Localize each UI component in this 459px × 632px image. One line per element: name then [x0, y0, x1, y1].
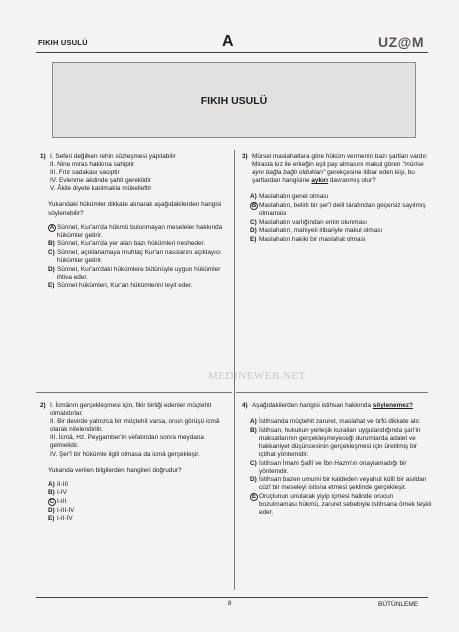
option-c[interactable]: C) Maslahatın varlığından emin olunması — [250, 218, 367, 226]
option-b[interactable]: B) I-IV — [48, 489, 67, 497]
title-box — [52, 62, 416, 138]
question-number: 2) — [40, 402, 46, 409]
option-letter-circled: E — [251, 493, 256, 500]
exam-session: BÜTÜNLEME — [378, 601, 419, 608]
page-number: 8 — [228, 601, 232, 607]
option-d[interactable]: D) İstihsan bazen umumi bir kaideden veyahut küllî bir asıldan cüzî bir meseleyi istisna etmesi şeklinde gerçekleşir. — [250, 476, 427, 492]
option-b[interactable]: B) İstihsan, hukukun yerleşik kuralları uygulandığında şari'in maksatlarının gerçekleşmeyeceği durumlarda adalet ve hakkaniyet düşüncesinin gerçekleşmesi için üretilmiş bir içtihat yöntemidir. — [250, 426, 421, 458]
option-d[interactable]: D) Maslahatın, mahiyeti itibariyle makul olması — [250, 227, 383, 235]
statement: II. Nine miras hakkına sahiptir — [50, 161, 135, 169]
booklet-type: A — [222, 33, 234, 50]
statement: IV. Şer'î bir hükümle ilgili olmasa da icmâ gerçekleşir. — [50, 450, 200, 458]
question-number: 4) — [242, 402, 248, 409]
watermark: MEDINEWEB.NET — [208, 370, 306, 382]
uzem-logo: UZ@M — [378, 34, 424, 50]
question-prompt: Yukarıda verilen bilgilerden hangileri doğrudur? — [48, 466, 182, 474]
row-divider-right — [236, 392, 428, 393]
statement: II. Bir devirde yalnızca bir müçtehit varsa, onun görüşü icmâ olarak nitelendirilir. — [50, 418, 220, 434]
option-letter-circled: A — [49, 224, 55, 231]
option-c[interactable]: C) Sünnet, açıklanamaya muhtaç Kur'an nasslarını açıklayıcı hükümler getirir. — [48, 248, 221, 265]
question-1 — [40, 153, 230, 291]
footer-divider — [36, 597, 428, 598]
option-a[interactable]: A) II-III — [48, 480, 69, 488]
option-e[interactable]: E) Maslahatın hakiki bir maslahat olması — [250, 235, 366, 243]
statement: V. Âkile diyete katılmakla mükelleftir — [50, 185, 152, 193]
question-stem: I. Seferi değilken rehin sözleşmesi yapılabilir — [50, 153, 176, 160]
header-divider — [36, 52, 428, 53]
option-e[interactable]: E) Sünnet hükümleri, Kur'an hükümlerini teyit eder. — [48, 282, 193, 290]
option-c[interactable]: C) İstihsan İmam Şafiî ve İbn Hazm'ın onaylamadığı bir yöntemdir. — [250, 459, 407, 475]
option-b[interactable]: B Maslahatın, belirli bir şer'î delil tarafından geçersiz sayılmış olmaması — [251, 201, 426, 218]
question-prompt: Yukarıdaki hükümler dikkate alınarak aşağıdakilerden hangisi söylenebilir? — [48, 201, 222, 217]
header-subject: FIKIH USULÜ — [38, 38, 88, 47]
option-a[interactable]: A Sünnet, Kur'an'da hükmü bulunmayan meseleler hakkında hükümler getirir. — [49, 223, 223, 239]
option-letter-circled: C — [49, 498, 55, 505]
statement: III. İcmâ, Hz. Peygamber'in vefatından sonra meydana gelmelidir. — [50, 434, 204, 450]
question-number: 3) — [242, 153, 248, 160]
option-d[interactable]: D) Sünnet, Kur'an'daki hükümlere bütünüyle uygun hükümler ihtiva eder. — [48, 265, 221, 281]
question-2 — [40, 402, 230, 524]
question-stem: I. İcmânın gerçekleşmesi için, fikir birliği edenler müçtehit olmalıdırlar. — [50, 402, 212, 418]
option-a[interactable]: A) Maslahatın genel olması — [250, 193, 329, 201]
question-3 — [242, 153, 432, 244]
option-letter-circled: B — [251, 202, 257, 209]
question-4 — [242, 402, 432, 518]
statement: IV. Evlenme akdinde şahit gereklidir — [50, 177, 152, 185]
question-number: 1) — [40, 153, 46, 160]
option-e[interactable]: E) I-II-IV — [48, 515, 73, 523]
question-stem: Aşağıdakilerden hangisi istihsan hakkında söylenemez? — [252, 402, 413, 409]
option-e[interactable]: E Oruçlunun unutarak yiyip içmesi halinde orucun bozulmaması hükmü, zaruret sebebiyle istihsana örnek teşkil eder. — [251, 492, 432, 517]
option-c[interactable]: C I-III — [49, 497, 67, 505]
option-b[interactable]: B) Sünnet, Kur'an'da yer alan bazı hükümleri nesheder. — [48, 240, 206, 248]
option-a[interactable]: A) İstihsanda müçtehit zaruret, maslahat ve örfü dikkate alır. — [250, 418, 421, 426]
row-divider-left — [36, 392, 232, 393]
option-d[interactable]: D) I-III-IV — [48, 506, 75, 514]
page-title: FIKIH USULÜ — [200, 95, 268, 107]
statement: III. Fıtır sadakası vaciptir — [50, 169, 120, 177]
question-stem: Mürsel maslahatlara göre hüküm vermenin bazı şartları vardır. Mirasta kız ile erkeğin eşit pay almasını makul gören "mürise aynı bağla bağlı oldukları" gerekçesine itibar eden kişi, bu şartlardan hangisine aykırı davranmış olur? — [252, 153, 428, 185]
